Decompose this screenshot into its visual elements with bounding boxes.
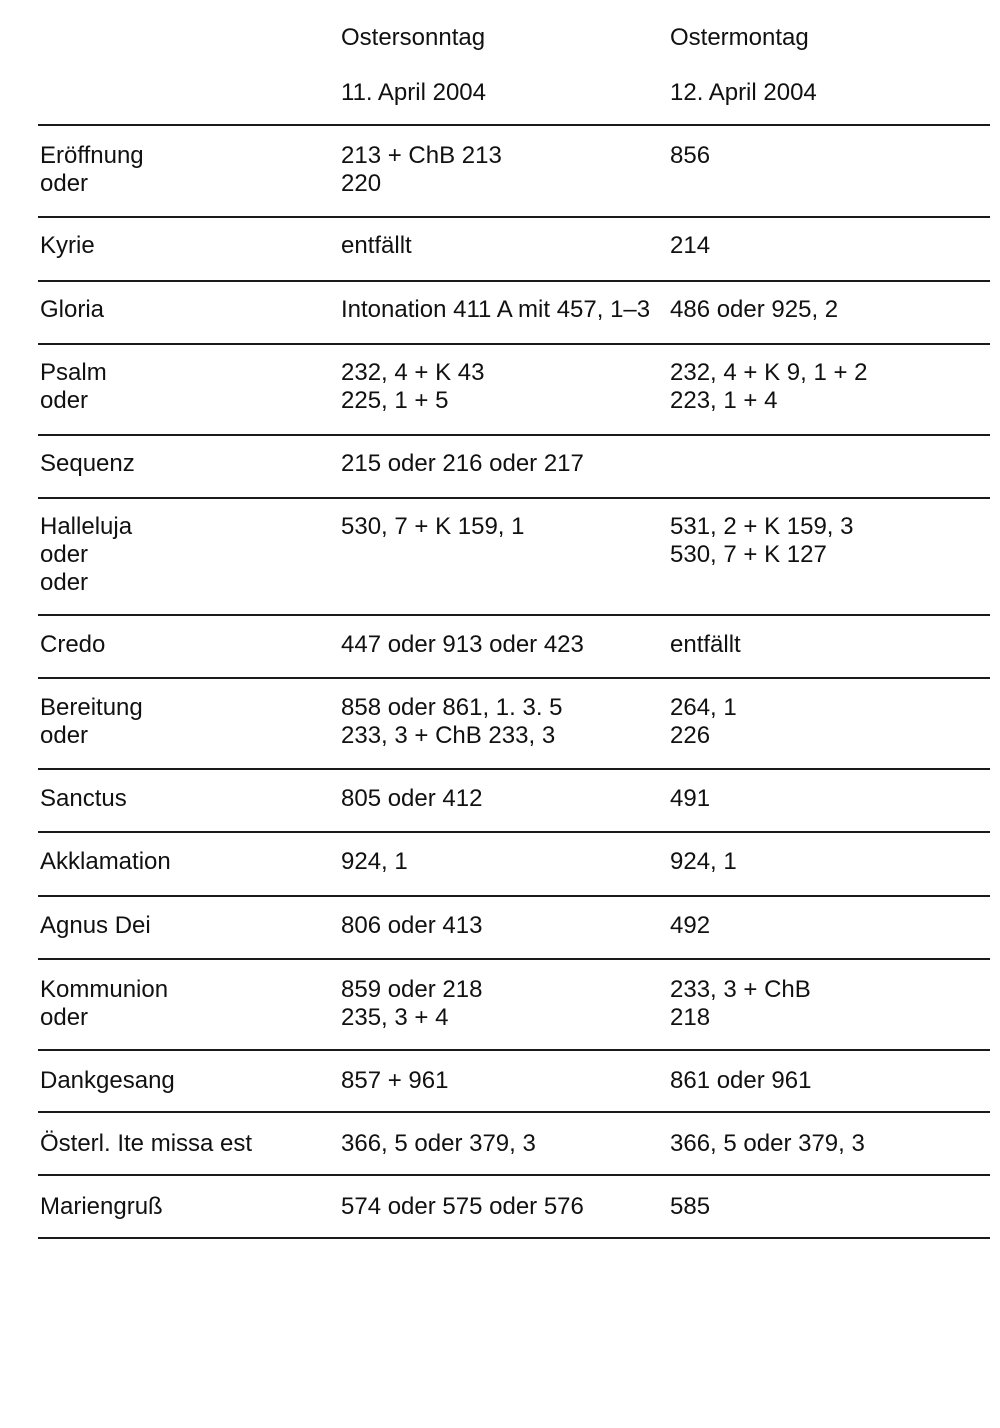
monday-entry: 214 (670, 232, 711, 259)
row-divider (38, 1174, 990, 1176)
sunday-entry-cell (341, 232, 412, 260)
row-divider (38, 343, 990, 345)
row-label: oder (40, 569, 89, 596)
monday-entry: 264, 1 (670, 694, 737, 721)
monday-entry-cell (670, 631, 741, 659)
monday-entry-cell (670, 1067, 811, 1095)
row-label: Österl. Ite missa est (40, 1130, 253, 1157)
sunday-entry: 213 + ChB 213 (341, 142, 502, 169)
sunday-entry: 220 (341, 170, 382, 197)
monday-entry-cell (670, 513, 853, 569)
sunday-entry-cell (341, 1193, 584, 1221)
header-divider (38, 124, 990, 126)
monday-entry-cell (670, 1130, 865, 1158)
row-label-cell (40, 785, 127, 813)
monday-entry-cell (670, 296, 838, 324)
monday-entry: 530, 7 + K 127 (670, 541, 827, 568)
row-divider (38, 768, 990, 770)
row-label: oder (40, 541, 89, 568)
monday-entry: 585 (670, 1193, 711, 1220)
monday-entry-cell (670, 848, 737, 876)
sunday-entry: 574 oder 575 oder 576 (341, 1193, 584, 1220)
sunday-entry-cell (341, 450, 584, 478)
row-label: Akklamation (40, 848, 171, 875)
monday-entry-cell (670, 142, 710, 170)
monday-entry: 233, 3 + ChB (670, 976, 811, 1003)
monday-entry-cell (670, 1193, 710, 1221)
monday-entry: 491 (670, 785, 711, 812)
monday-entry-cell (670, 232, 710, 260)
sunday-entry: entfällt (341, 232, 412, 259)
row-label-cell (40, 912, 151, 940)
row-label-cell (40, 631, 105, 659)
sunday-entry: 924, 1 (341, 848, 408, 875)
sunday-entry-cell (341, 142, 502, 198)
sunday-entry-cell (341, 359, 484, 415)
row-divider (38, 1237, 990, 1239)
monday-entry: 218 (670, 1004, 711, 1031)
row-label-cell (40, 976, 168, 1032)
row-divider (38, 677, 990, 679)
row-label-cell (40, 1130, 252, 1158)
monday-entry-cell (670, 785, 710, 813)
row-divider (38, 895, 990, 897)
row-label: Sequenz (40, 450, 135, 477)
monday-entry-cell (670, 912, 710, 940)
row-label: Credo (40, 631, 106, 658)
sunday-entry: 215 oder 216 oder 217 (341, 450, 584, 477)
monday-entry: 856 (670, 142, 711, 169)
row-label: Psalm (40, 359, 107, 386)
row-divider (38, 831, 990, 833)
monday-entry: 492 (670, 912, 711, 939)
row-divider (38, 958, 990, 960)
row-divider (38, 1111, 990, 1113)
sunday-entry-cell (341, 976, 482, 1032)
sunday-entry: 225, 1 + 5 (341, 387, 449, 414)
row-label-cell (40, 848, 171, 876)
row-label: Kommunion (40, 976, 169, 1003)
sunday-entry: 805 oder 412 (341, 785, 483, 812)
row-label-cell (40, 1193, 163, 1221)
sunday-entry: 233, 3 + ChB 233, 3 (341, 722, 556, 749)
sunday-entry: 530, 7 + K 159, 1 (341, 513, 525, 540)
sunday-entry-cell (341, 912, 482, 940)
sunday-entry-cell (341, 1067, 448, 1095)
row-divider (38, 614, 990, 616)
row-label: Kyrie (40, 232, 95, 259)
row-label: oder (40, 722, 89, 749)
sunday-entry: Intonation 411 A mit 457, 1–3 (341, 296, 651, 323)
row-label: Agnus Dei (40, 912, 151, 939)
row-label-cell (40, 1067, 175, 1095)
row-label: Eröffnung (40, 142, 144, 169)
monday-entry: 486 oder 925, 2 (670, 296, 839, 323)
header-sunday-title: Ostersonntag (341, 24, 486, 51)
row-divider (38, 280, 990, 282)
header-monday-date: 12. April 2004 (670, 79, 817, 106)
sunday-entry: 859 oder 218 (341, 976, 483, 1003)
sunday-entry-cell (341, 631, 584, 659)
monday-entry: 366, 5 oder 379, 3 (670, 1130, 865, 1157)
sunday-entry: 447 oder 913 oder 423 (341, 631, 584, 658)
row-label: Mariengruß (40, 1193, 163, 1220)
sunday-entry-cell (341, 848, 408, 876)
row-divider (38, 216, 990, 218)
monday-entry: 531, 2 + K 159, 3 (670, 513, 854, 540)
row-label-cell (40, 296, 104, 324)
row-label: oder (40, 170, 89, 197)
monday-entry: 924, 1 (670, 848, 737, 875)
row-label-cell (40, 142, 144, 198)
monday-entry-cell (670, 359, 867, 415)
row-label: Bereitung (40, 694, 143, 721)
row-label-cell (40, 513, 132, 597)
monday-entry-cell (670, 694, 737, 750)
row-label-cell (40, 450, 135, 478)
row-label: Dankgesang (40, 1067, 175, 1094)
header-monday-title: Ostermontag (670, 24, 809, 51)
row-divider (38, 434, 990, 436)
row-label: Halleluja (40, 513, 133, 540)
sunday-entry-cell (341, 1130, 536, 1158)
sunday-entry: 366, 5 oder 379, 3 (341, 1130, 536, 1157)
row-label-cell (40, 694, 143, 750)
row-label: Gloria (40, 296, 105, 323)
sunday-entry: 232, 4 + K 43 (341, 359, 485, 386)
sunday-entry: 235, 3 + 4 (341, 1004, 449, 1031)
monday-entry: 226 (670, 722, 711, 749)
row-label: oder (40, 387, 89, 414)
monday-entry: 223, 1 + 4 (670, 387, 778, 414)
sunday-entry: 857 + 961 (341, 1067, 449, 1094)
row-label-cell (40, 232, 95, 260)
sunday-entry-cell (341, 513, 524, 541)
row-divider (38, 497, 990, 499)
sunday-entry-cell (341, 694, 563, 750)
sunday-entry: 806 oder 413 (341, 912, 483, 939)
row-divider (38, 1049, 990, 1051)
monday-entry: 861 oder 961 (670, 1067, 812, 1094)
monday-entry: entfällt (670, 631, 741, 658)
sunday-entry: 858 oder 861, 1. 3. 5 (341, 694, 563, 721)
monday-entry-cell (670, 976, 811, 1032)
monday-entry: 232, 4 + K 9, 1 + 2 (670, 359, 868, 386)
sunday-entry-cell (341, 296, 650, 324)
row-label-cell (40, 359, 107, 415)
row-label: oder (40, 1004, 89, 1031)
sunday-entry-cell (341, 785, 482, 813)
header-sunday-date: 11. April 2004 (341, 79, 486, 106)
row-label: Sanctus (40, 785, 127, 812)
